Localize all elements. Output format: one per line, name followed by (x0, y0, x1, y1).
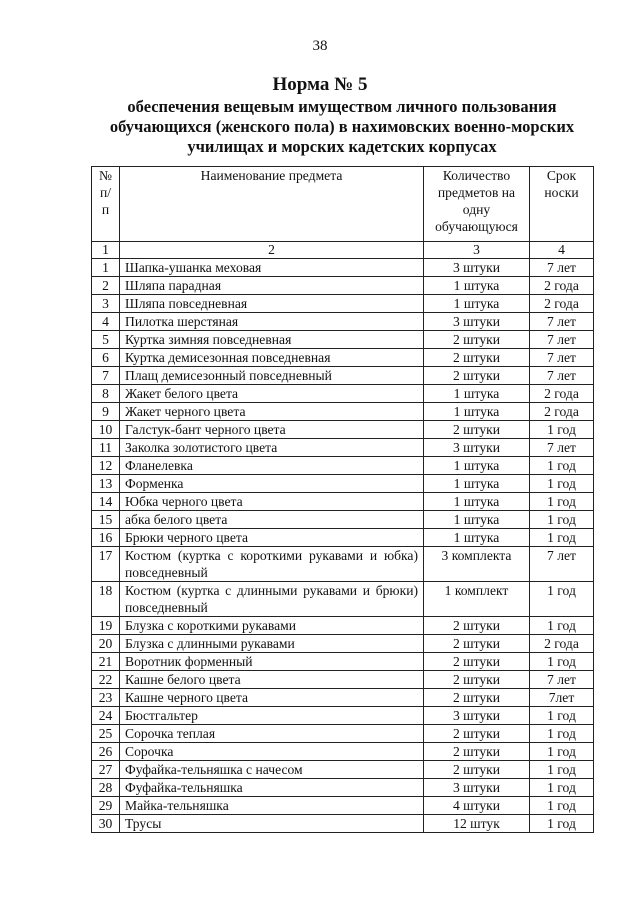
item-wear-term: 7лет (530, 689, 594, 707)
item-name: Блузка с короткими рукавами (120, 617, 424, 635)
table-row (92, 779, 594, 797)
table-row (92, 725, 594, 743)
item-quantity: 2 штуки (424, 421, 530, 439)
item-number: 20 (92, 635, 120, 653)
item-quantity: 12 штук (424, 815, 530, 833)
table-row (92, 635, 594, 653)
table-row (92, 331, 594, 349)
item-wear-term: 1 год (530, 815, 594, 833)
item-wear-term: 2 года (530, 277, 594, 295)
column-number: 4 (530, 242, 594, 259)
table-row (92, 295, 594, 313)
item-number: 11 (92, 439, 120, 457)
item-number: 12 (92, 457, 120, 475)
item-number: 2 (92, 277, 120, 295)
item-number: 24 (92, 707, 120, 725)
item-wear-term: 1 год (530, 421, 594, 439)
item-name: Куртка зимняя повседневная (120, 331, 424, 349)
item-wear-term: 1 год (530, 653, 594, 671)
item-quantity: 3 штуки (424, 313, 530, 331)
item-quantity: 2 штуки (424, 653, 530, 671)
item-wear-term: 2 года (530, 385, 594, 403)
item-wear-term: 1 год (530, 725, 594, 743)
table-row (92, 439, 594, 457)
item-name: Куртка демисезонная повседневная (120, 349, 424, 367)
table-row (92, 617, 594, 635)
header-term: Срок носки (530, 167, 594, 242)
item-quantity: 2 штуки (424, 635, 530, 653)
item-name: Заколка золотистого цвета (120, 439, 424, 457)
item-quantity: 3 штуки (424, 259, 530, 277)
item-wear-term: 1 год (530, 617, 594, 635)
table-row (92, 797, 594, 815)
item-name: Плащ демисезонный повседневный (120, 367, 424, 385)
item-number: 7 (92, 367, 120, 385)
item-number: 10 (92, 421, 120, 439)
table-row (92, 761, 594, 779)
item-number: 26 (92, 743, 120, 761)
item-quantity: 3 комплекта (424, 547, 530, 582)
table-row (92, 349, 594, 367)
item-quantity: 1 штука (424, 385, 530, 403)
table-row (92, 421, 594, 439)
table-row (92, 313, 594, 331)
item-name: Сорочка (120, 743, 424, 761)
item-number: 14 (92, 493, 120, 511)
item-number: 23 (92, 689, 120, 707)
item-name: Жакет черного цвета (120, 403, 424, 421)
item-quantity: 1 комплект (424, 582, 530, 617)
item-name: Галстук-бант черного цвета (120, 421, 424, 439)
item-wear-term: 7 лет (530, 547, 594, 582)
item-number: 27 (92, 761, 120, 779)
document-title: Норма № 5 (272, 74, 368, 95)
table-row (92, 259, 594, 277)
item-wear-term: 7 лет (530, 259, 594, 277)
item-number: 30 (92, 815, 120, 833)
item-number: 17 (92, 547, 120, 582)
item-number: 5 (92, 331, 120, 349)
item-quantity: 3 штуки (424, 439, 530, 457)
item-name: Воротник форменный (120, 653, 424, 671)
item-name: Костюм (куртка с длинными рукавами и брюки) повседневный (120, 582, 424, 617)
item-quantity: 2 штуки (424, 367, 530, 385)
item-quantity: 1 штука (424, 475, 530, 493)
item-quantity: 1 штука (424, 295, 530, 313)
item-wear-term: 1 год (530, 761, 594, 779)
item-quantity: 3 штуки (424, 707, 530, 725)
item-quantity: 1 штука (424, 529, 530, 547)
column-number-row (92, 242, 594, 259)
item-name: Шляпа повседневная (120, 295, 424, 313)
item-wear-term: 2 года (530, 403, 594, 421)
item-number: 25 (92, 725, 120, 743)
item-quantity: 3 штуки (424, 779, 530, 797)
item-name: Шляпа парадная (120, 277, 424, 295)
table-row (92, 403, 594, 421)
item-quantity: 1 штука (424, 457, 530, 475)
item-name: Юбка черного цвета (120, 493, 424, 511)
header-num: № п/п (92, 167, 120, 242)
table-row (92, 815, 594, 833)
item-name: Кашне черного цвета (120, 689, 424, 707)
item-name: Фуфайка-тельняшка (120, 779, 424, 797)
item-number: 15 (92, 511, 120, 529)
item-quantity: 2 штуки (424, 349, 530, 367)
item-quantity: 2 штуки (424, 689, 530, 707)
item-quantity: 2 штуки (424, 725, 530, 743)
item-quantity: 2 штуки (424, 331, 530, 349)
item-name: Форменка (120, 475, 424, 493)
item-number: 21 (92, 653, 120, 671)
item-wear-term: 1 год (530, 457, 594, 475)
item-name: Брюки черного цвета (120, 529, 424, 547)
item-name: Костюм (куртка с короткими рукавами и юбка) повседневный (120, 547, 424, 582)
item-name: Шапка-ушанка меховая (120, 259, 424, 277)
norm-table (91, 166, 594, 833)
item-name: Майка-тельняшка (120, 797, 424, 815)
header-name: Наименование предмета (120, 167, 424, 242)
item-wear-term: 1 год (530, 743, 594, 761)
item-number: 22 (92, 671, 120, 689)
item-name: Фланелевка (120, 457, 424, 475)
table-row (92, 511, 594, 529)
item-wear-term: 1 год (530, 493, 594, 511)
item-wear-term: 7 лет (530, 313, 594, 331)
item-name: Кашне белого цвета (120, 671, 424, 689)
item-wear-term: 1 год (530, 511, 594, 529)
item-number: 8 (92, 385, 120, 403)
item-wear-term: 7 лет (530, 349, 594, 367)
table-row (92, 671, 594, 689)
item-number: 9 (92, 403, 120, 421)
item-quantity: 1 штука (424, 277, 530, 295)
item-name: Блузка с длинными рукавами (120, 635, 424, 653)
table-row (92, 743, 594, 761)
item-wear-term: 1 год (530, 529, 594, 547)
item-wear-term: 2 года (530, 635, 594, 653)
page-number: 38 (312, 38, 328, 54)
item-wear-term: 1 год (530, 707, 594, 725)
item-wear-term: 7 лет (530, 331, 594, 349)
item-quantity: 1 штука (424, 403, 530, 421)
item-wear-term: 7 лет (530, 367, 594, 385)
table-row (92, 582, 594, 617)
item-number: 1 (92, 259, 120, 277)
item-wear-term: 1 год (530, 797, 594, 815)
table-row (92, 385, 594, 403)
table-row (92, 367, 594, 385)
table-row (92, 529, 594, 547)
item-number: 16 (92, 529, 120, 547)
document-subtitle: обеспечения вещевым имуществом личного пользования обучающихся (женского пола) в нахимовских военно-морских училищах и морских кадетских корпусах (109, 97, 575, 156)
item-wear-term: 1 год (530, 475, 594, 493)
item-number: 4 (92, 313, 120, 331)
item-number: 3 (92, 295, 120, 313)
item-quantity: 1 штука (424, 511, 530, 529)
item-number: 18 (92, 582, 120, 617)
item-quantity: 2 штуки (424, 743, 530, 761)
table-row (92, 493, 594, 511)
item-name: Фуфайка-тельняшка с начесом (120, 761, 424, 779)
table-row (92, 547, 594, 582)
table-row (92, 277, 594, 295)
item-wear-term: 1 год (530, 779, 594, 797)
table-row (92, 707, 594, 725)
item-wear-term: 7 лет (530, 439, 594, 457)
table-row (92, 689, 594, 707)
item-name: Пилотка шерстяная (120, 313, 424, 331)
header-qty: Количество предметов на одну обучающуюся (424, 167, 530, 242)
item-quantity: 4 штуки (424, 797, 530, 815)
item-wear-term: 1 год (530, 582, 594, 617)
item-quantity: 2 штуки (424, 671, 530, 689)
item-number: 28 (92, 779, 120, 797)
item-number: 29 (92, 797, 120, 815)
table-row (92, 653, 594, 671)
item-quantity: 2 штуки (424, 761, 530, 779)
column-number: 2 (120, 242, 424, 259)
column-number: 3 (424, 242, 530, 259)
item-quantity: 1 штука (424, 493, 530, 511)
item-name: Трусы (120, 815, 424, 833)
column-number: 1 (92, 242, 120, 259)
item-name: Сорочка теплая (120, 725, 424, 743)
item-name: Бюстгальтер (120, 707, 424, 725)
item-number: 6 (92, 349, 120, 367)
item-name: абка белого цвета (120, 511, 424, 529)
table-header-row (92, 167, 594, 242)
item-number: 19 (92, 617, 120, 635)
item-quantity: 2 штуки (424, 617, 530, 635)
table-row (92, 457, 594, 475)
item-number: 13 (92, 475, 120, 493)
item-wear-term: 7 лет (530, 671, 594, 689)
table-row (92, 475, 594, 493)
item-wear-term: 2 года (530, 295, 594, 313)
item-name: Жакет белого цвета (120, 385, 424, 403)
